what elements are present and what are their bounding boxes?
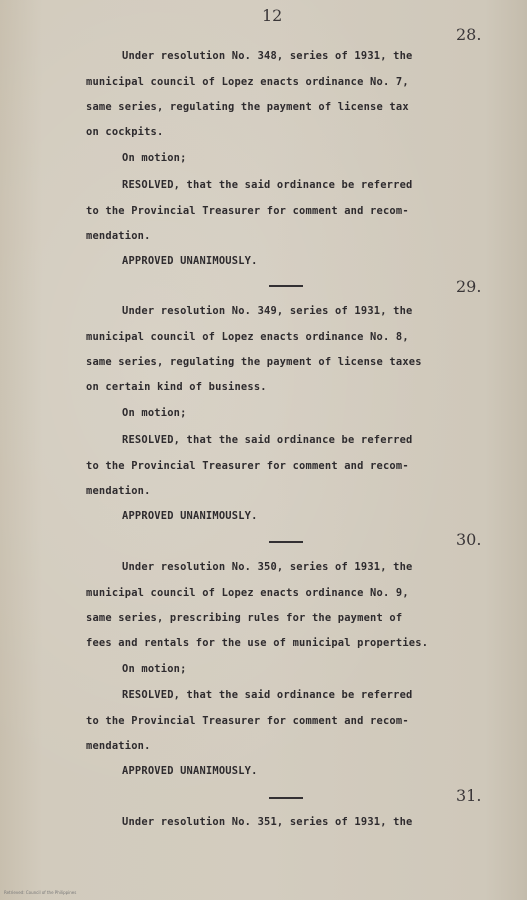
motion-line: On motion; (122, 152, 187, 164)
motion-line: On motion; (122, 663, 187, 675)
text-line: municipal council of Lopez enacts ordinance No. 7, (86, 76, 409, 88)
resolved-line: RESOLVED, that the said ordinance be referred (122, 434, 413, 446)
approved-line: APPROVED UNANIMOUSLY. (122, 255, 258, 267)
approved-line: APPROVED UNANIMOUSLY. (122, 510, 258, 522)
text-line: same series, prescribing rules for the payment of (86, 612, 403, 624)
entry-number: 28. (456, 25, 482, 44)
resolved-line: RESOLVED, that the said ordinance be referred (122, 179, 413, 191)
resolved-line: RESOLVED, that the said ordinance be referred (122, 689, 413, 701)
resolved-line: to the Provincial Treasurer for comment and recom- (86, 460, 409, 472)
text-line: municipal council of Lopez enacts ordinance No. 8, (86, 331, 409, 343)
text-line: same series, regulating the payment of license taxes (86, 356, 422, 368)
footer-text: Retrieved: Council of the Philippines (4, 890, 77, 895)
text-line: fees and rentals for the use of municipal properties. (86, 637, 429, 649)
entry-number: 30. (456, 530, 482, 549)
approved-line: APPROVED UNANIMOUSLY. (122, 765, 258, 777)
text-line: on certain kind of business. (86, 381, 267, 393)
entry-number: 29. (456, 277, 482, 296)
page-number: 12 (262, 6, 283, 25)
motion-line: On motion; (122, 407, 187, 419)
resolved-line: mendation. (86, 740, 151, 752)
separator (269, 285, 303, 287)
text-line: same series, regulating the payment of license tax (86, 101, 409, 113)
text-line: Under resolution No. 349, series of 1931, the (122, 305, 413, 317)
text-line: Under resolution No. 350, series of 1931, the (122, 561, 413, 573)
separator (269, 541, 303, 543)
resolved-line: to the Provincial Treasurer for comment and recom- (86, 205, 409, 217)
text-line: on cockpits. (86, 126, 164, 138)
entry-number: 31. (456, 786, 482, 805)
resolved-line: mendation. (86, 485, 151, 497)
text-line: Under resolution No. 351, series of 1931, the (122, 816, 413, 828)
text-line: Under resolution No. 348, series of 1931, the (122, 50, 413, 62)
resolved-line: to the Provincial Treasurer for comment and recom- (86, 715, 409, 727)
separator (269, 797, 303, 799)
text-line: municipal council of Lopez enacts ordinance No. 9, (86, 587, 409, 599)
resolved-line: mendation. (86, 230, 151, 242)
